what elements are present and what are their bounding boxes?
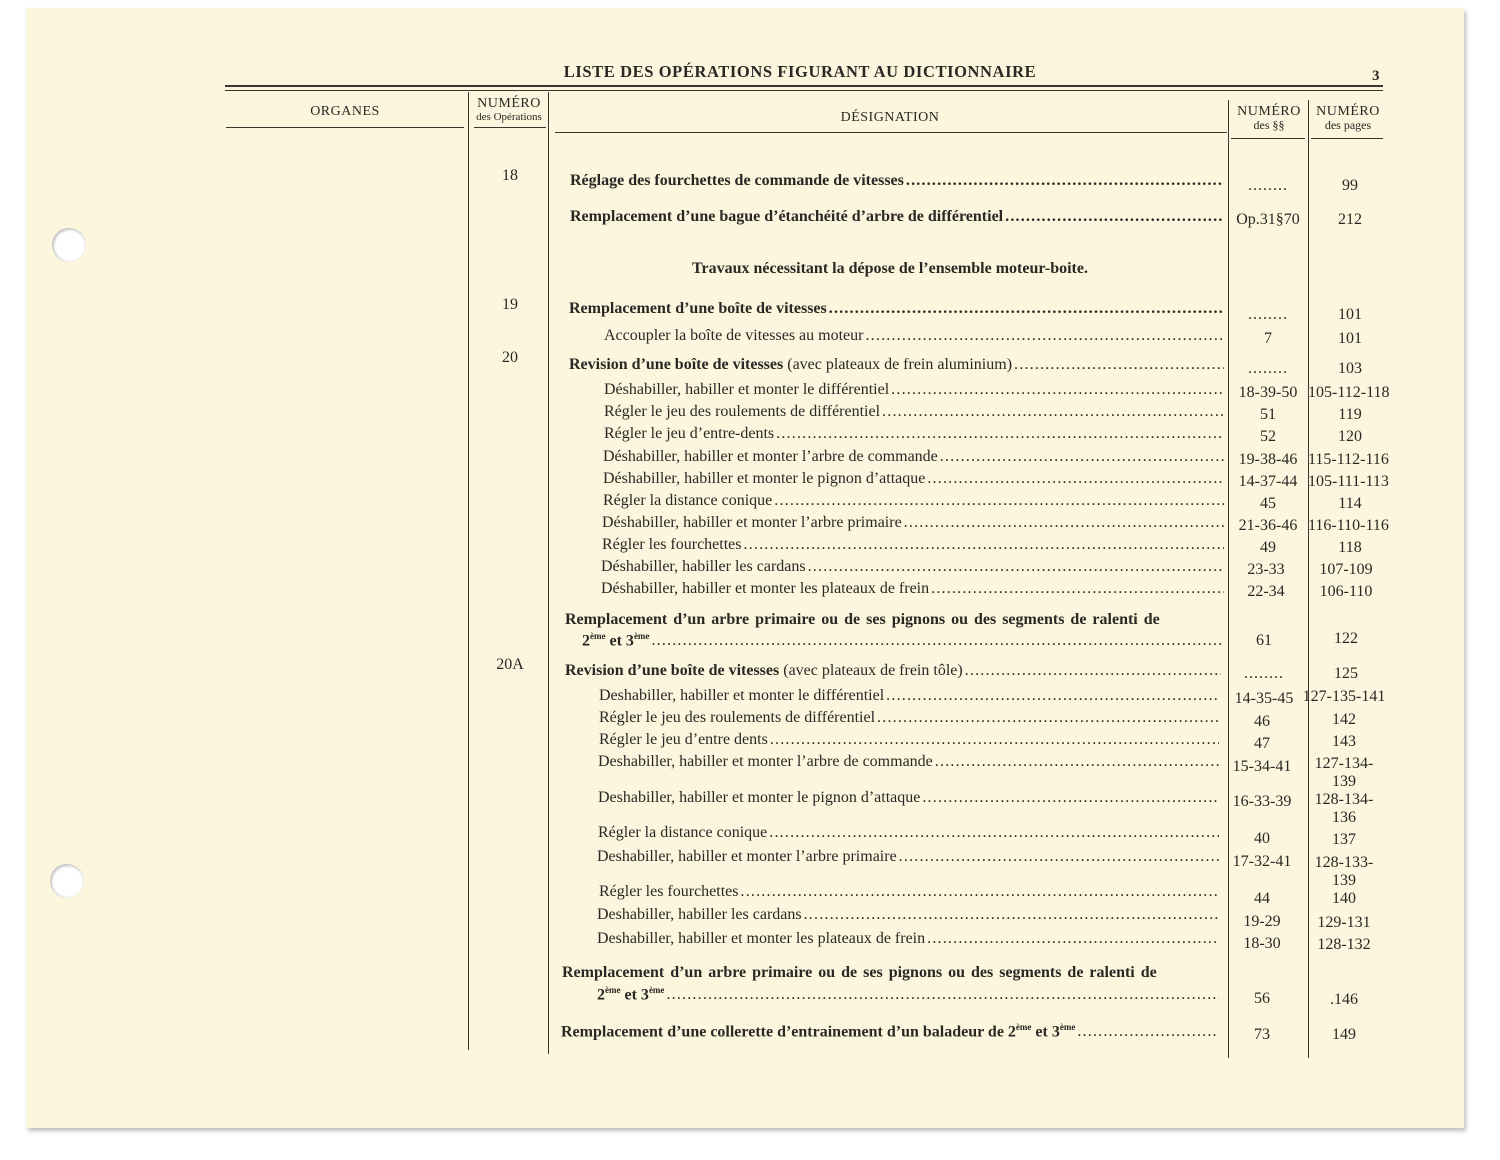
leader-dots [935,753,1219,771]
item-label-rest: (avec plateaux de frein aluminium) [783,356,1013,373]
item-pages: 105-112-118 [1308,384,1390,401]
item-label: Déshabiller, habiller et monter le pignon d’attaque [603,470,926,487]
item-label: Déshabiller, habiller les cardans [601,558,806,575]
header-designation [552,108,1228,126]
leader-dots [808,558,1224,576]
item-sections [1230,360,1306,378]
col-rule-1 [468,92,469,1050]
leader-dots [1077,1023,1219,1041]
item-label: Accoupler la boîte de vitesses au moteur [604,327,864,344]
leader-dots [770,731,1219,749]
leader-dots [741,883,1220,901]
item-sections: 19-29 [1243,913,1281,930]
operation-number: 18 [502,167,518,184]
item-label: Réglage des fourchettes de commande de vitesses [570,172,904,189]
list-item-line2 [597,981,1219,1004]
item-label-rest: (avec plateaux de frein tôle) [779,662,963,679]
item-pages: 143 [1332,733,1356,750]
leader-dots [904,514,1224,532]
leader-dots [666,986,1219,1004]
header-designation-label: DÉSIGNATION [840,110,940,125]
leader-dots [931,580,1224,598]
item-pages: 105-111-113 [1308,473,1389,490]
item-label: Remplacement d’une boîte de vitesses [569,300,827,317]
item-pages: 120 [1338,428,1362,445]
section-heading: Travaux nécessitant la dépose de l’ensemble moteur-boite. [692,260,1088,277]
item-pages: 142 [1332,711,1356,728]
list-item [597,930,1219,948]
list-item [598,824,1219,842]
item-pages: 99 [1342,177,1358,194]
list-item [599,731,1219,749]
header-numero-pages-bottom: des pages [1324,118,1372,133]
col-rule-2 [548,92,549,1054]
list-item [603,448,1224,466]
item-sections: 22-34 [1247,583,1285,600]
item-pages: 122 [1334,630,1358,647]
leader-dots [899,848,1219,866]
leader-dots [804,906,1219,924]
item-pages-cont: 139 [1332,773,1356,790]
list-item [602,536,1224,554]
item-sections: 14-37-44 [1238,473,1298,490]
list-item [599,709,1219,727]
header-organes [226,102,464,120]
header-numero-sections-bottom: des §§ [1253,118,1285,133]
leader-dots [922,789,1219,807]
leader-dots [829,300,1224,318]
leader-dots [891,381,1224,399]
header-numero-ops [470,96,548,123]
leader-dots [744,536,1225,554]
list-item-line2 [582,627,1222,650]
item-sections: 61 [1256,632,1272,649]
leader-dots [1014,356,1224,374]
item-pages: 101 [1338,330,1362,347]
list-item [604,425,1224,443]
item-label: 2ème et 3ème [597,985,665,1004]
list-item [603,492,1224,510]
item-pages: 116-110-116 [1308,517,1389,534]
list-item [602,514,1224,532]
item-label: Remplacement d’une collerette d’entrainement d’un baladeur de 2ème et 3ème [561,1022,1076,1041]
list-item [561,1018,1219,1041]
item-pages: 212 [1338,211,1362,228]
designation-underline [555,132,1227,133]
leader-dots [769,824,1219,842]
item-pages: 125 [1334,665,1358,682]
item-label: Deshabiller, habiller et monter l’arbre de commande [598,753,933,770]
leader-dots [776,425,1224,443]
header-rule-top-thin [225,90,1383,91]
sections-underline [1231,138,1305,139]
item-sections [1230,177,1306,195]
header-numero-sections [1230,104,1308,133]
header-numero-sections-top: NUMÉRO [1237,104,1301,119]
item-pages: 137 [1332,831,1356,848]
leader-dots [965,662,1221,680]
item-label: Régler les fourchettes [599,883,739,900]
item-label: Deshabiller, habiller les cardans [597,906,802,923]
item-sections [1226,665,1302,683]
item-sections: 17-32-41 [1232,853,1292,870]
item-label: Déshabiller, habiller et monter le différentiel [604,381,890,398]
item-sections: 73 [1254,1026,1270,1043]
leader-dots [882,403,1224,421]
item-label-bold: Revision d’une boîte de vitesses [569,356,784,373]
page-number: 3 [1372,68,1380,84]
item-label: Déshabiller, habiller et monter l’arbre de commande [603,448,938,465]
item-pages: 101 [1338,306,1362,323]
operation-number: 20A [496,656,524,673]
item-sections: 56 [1254,990,1270,1007]
list-item [597,848,1219,866]
list-item [599,687,1219,705]
item-pages: 103 [1338,360,1362,377]
item-sections: 14-35-45 [1234,690,1294,707]
item-label: Régler les fourchettes [602,536,742,553]
item-pages: 128-132 [1317,936,1371,953]
operation-number: 20 [502,349,518,366]
list-item [569,356,1224,374]
ops-underline [474,127,546,128]
item-sections: 19-38-46 [1238,451,1298,468]
leader-dots [651,632,1222,650]
item-sections: 23-33 [1247,561,1285,578]
list-item [597,906,1219,924]
item-sections: 45 [1260,495,1276,512]
item-pages: 140 [1332,890,1356,907]
organes-underline [226,127,464,128]
leader-dots [927,930,1219,948]
list-item-line1: Remplacement d’un arbre primaire ou de ses pignons ou des segments de ralenti de [565,611,1160,628]
header-numero-pages-top: NUMÉRO [1316,104,1380,119]
item-sections: 15-34-41 [1232,758,1292,775]
item-label-bold: Revision d’une boîte de vitesses [565,662,780,679]
item-label: Déshabiller, habiller et monter l’arbre primaire [602,514,902,531]
list-item [601,580,1224,598]
item-sections [1230,306,1306,324]
list-item-line1: Remplacement d’un arbre primaire ou de ses pignons ou des segments de ralenti de [562,964,1157,981]
leader-dots [774,492,1224,510]
item-pages: 106-110 [1319,583,1373,600]
leader-dots [877,709,1219,727]
leader-dots [940,448,1224,466]
header-organes-label: ORGANES [310,104,380,119]
page-title: LISTE DES OPÉRATIONS FIGURANT AU DICTIONNAIRE [563,62,1037,81]
item-label: Régler le jeu d’entre-dents [604,425,775,442]
item-sections: Op.31§70 [1236,211,1300,228]
item-sections: 46 [1254,713,1270,730]
list-item [601,558,1224,576]
list-item [598,789,1219,807]
item-label: Régler la distance conique [603,492,773,509]
list-item [565,662,1221,680]
item-sections: 16-33-39 [1232,793,1292,810]
header-numero-pages [1310,104,1386,133]
item-pages: 115-112-116 [1308,451,1389,468]
item-sections: 21-36-46 [1238,517,1298,534]
item-pages-cont: 139 [1332,872,1356,889]
list-item [604,381,1224,399]
item-pages: 107-109 [1319,561,1373,578]
list-item [569,300,1224,318]
item-label: 2ème et 3ème [582,631,650,650]
item-label: Régler le jeu des roulements de différentiel [604,403,881,420]
item-pages: 118 [1338,539,1362,556]
header-rule-top [225,85,1383,87]
item-label: Déshabiller, habiller et monter les plateaux de frein [601,580,930,597]
item-pages: 129-131 [1317,914,1371,931]
item-sections: 52 [1260,428,1276,445]
item-pages: 119 [1338,406,1362,423]
leader-dots [927,470,1224,488]
header-numero-ops-top: NUMÉRO [477,96,541,111]
item-pages: 128-134- [1314,791,1374,808]
list-item [570,208,1224,226]
leader-dots [1005,208,1224,226]
item-pages: .146 [1330,991,1358,1008]
list-item [603,470,1224,488]
operation-number: 19 [502,296,518,313]
item-label: Régler le jeu des roulements de différentiel [599,709,876,726]
item-sections: 47 [1254,735,1270,752]
item-label: Deshabiller, habiller et monter l’arbre primaire [597,848,897,865]
list-item [604,327,1224,345]
item-label: Régler le jeu d’entre dents [599,731,768,748]
pages-underline [1311,138,1383,139]
item-sections: 18-30 [1243,935,1281,952]
item-pages: 149 [1332,1026,1356,1043]
punch-hole-bottom [50,864,84,898]
leader-dots [906,172,1224,190]
item-sections: 18-39-50 [1238,384,1298,401]
header-numero-ops-bottom: des Opérations [476,111,542,124]
list-item [598,753,1219,771]
list-item [604,403,1224,421]
item-label: Régler la distance conique [598,824,768,841]
list-item [570,172,1224,190]
leader-dots [886,687,1219,705]
item-label: Deshabiller, habiller et monter le pignon d’attaque [598,789,921,806]
item-sections: 7 [1264,330,1272,347]
item-sections: 49 [1260,539,1276,556]
item-sections: 51 [1260,406,1276,423]
item-label: Deshabiller, habiller et monter le différentiel [599,687,885,704]
punch-hole-top [52,228,86,262]
item-label: Deshabiller, habiller et monter les plateaux de frein [597,930,926,947]
item-pages: 114 [1338,495,1362,512]
item-pages: 127-135-141 [1302,688,1386,705]
item-label: Remplacement d’une bague d’étanchéité d’arbre de différentiel [570,208,1004,225]
item-sections: 40 [1254,830,1270,847]
list-item [599,883,1219,901]
item-pages: 128-133- [1314,854,1374,871]
item-sections: 44 [1254,890,1270,907]
leader-dots [865,327,1224,345]
item-pages-cont: 136 [1332,809,1356,826]
item-pages: 127-134- [1314,755,1374,772]
